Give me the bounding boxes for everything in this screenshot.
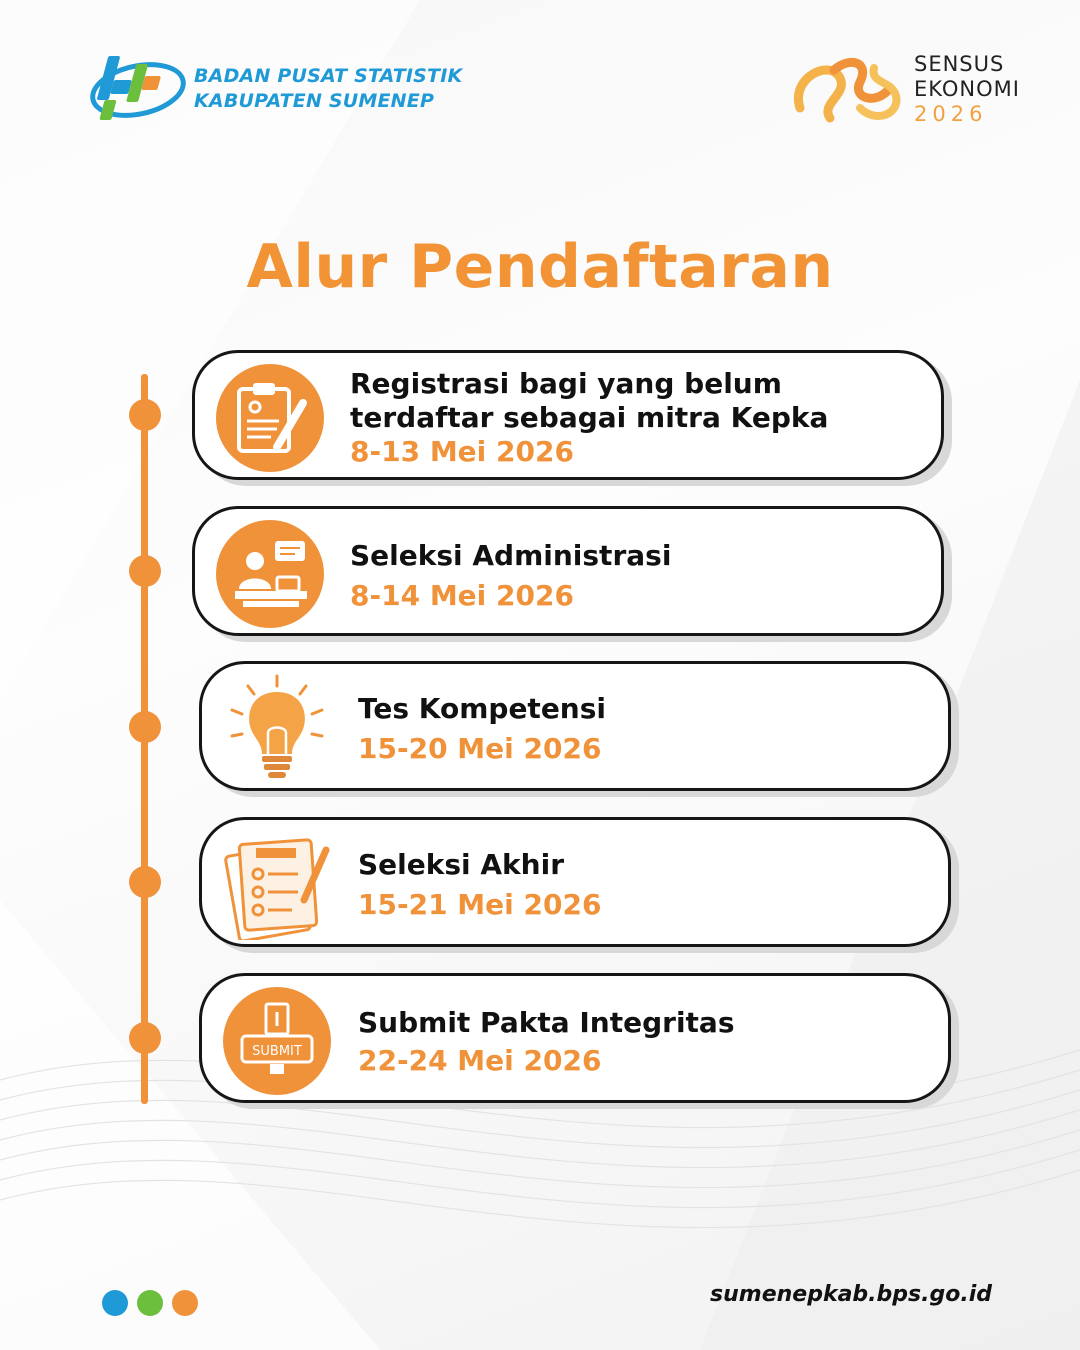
bps-logo bbox=[88, 50, 188, 128]
checklist-document-icon bbox=[222, 830, 332, 940]
footer-dot-orange bbox=[172, 1290, 198, 1316]
step-registration bbox=[192, 350, 944, 480]
footer-dot-blue bbox=[102, 1290, 128, 1316]
census-line-1: SENSUS bbox=[914, 52, 1005, 76]
timeline-dot bbox=[129, 399, 161, 431]
step-date: 8-13 Mei 2026 bbox=[350, 435, 574, 468]
clipboard-form-icon bbox=[215, 363, 325, 473]
timeline-dot bbox=[129, 1022, 161, 1054]
census-line-2: EKONOMI bbox=[914, 77, 1020, 101]
sensus-ekonomi-logo bbox=[790, 48, 908, 132]
step-title-line-2: terdaftar sebagai mitra Kepka bbox=[350, 401, 829, 434]
footer-dot-green bbox=[137, 1290, 163, 1316]
step-title: Submit Pakta Integritas bbox=[358, 1006, 735, 1039]
step-title-line-1: Registrasi bagi yang belum bbox=[350, 367, 782, 400]
step-title: Seleksi Administrasi bbox=[350, 539, 672, 572]
organization-name bbox=[194, 64, 462, 114]
step-submit-integrity-pact bbox=[199, 973, 951, 1103]
timeline-dot bbox=[129, 866, 161, 898]
timeline-dot bbox=[129, 555, 161, 587]
org-line-2: KABUPATEN SUMENEP bbox=[194, 90, 435, 112]
org-line-1: BADAN PUSAT STATISTIK bbox=[194, 65, 463, 87]
step-administration bbox=[192, 506, 944, 636]
step-title: Tes Kompetensi bbox=[358, 692, 607, 725]
page-title: Alur Pendaftaran bbox=[246, 232, 834, 302]
step-competency-test bbox=[199, 661, 951, 791]
website-link[interactable]: sumenepkab.bps.go.id bbox=[710, 1282, 992, 1307]
timeline-dot bbox=[129, 711, 161, 743]
lightbulb-icon bbox=[222, 674, 332, 784]
svg-text:SUBMIT: SUBMIT bbox=[252, 1044, 302, 1059]
census-label bbox=[914, 52, 1020, 127]
step-date: 22-24 Mei 2026 bbox=[358, 1044, 602, 1077]
census-year: 2026 bbox=[914, 102, 988, 126]
step-final-selection bbox=[199, 817, 951, 947]
step-date: 8-14 Mei 2026 bbox=[350, 579, 574, 612]
step-title: Seleksi Akhir bbox=[358, 848, 565, 881]
step-date: 15-20 Mei 2026 bbox=[358, 732, 602, 765]
submit-icon bbox=[222, 986, 332, 1096]
step-date: 15-21 Mei 2026 bbox=[358, 888, 602, 921]
admin-desk-icon bbox=[215, 519, 325, 629]
